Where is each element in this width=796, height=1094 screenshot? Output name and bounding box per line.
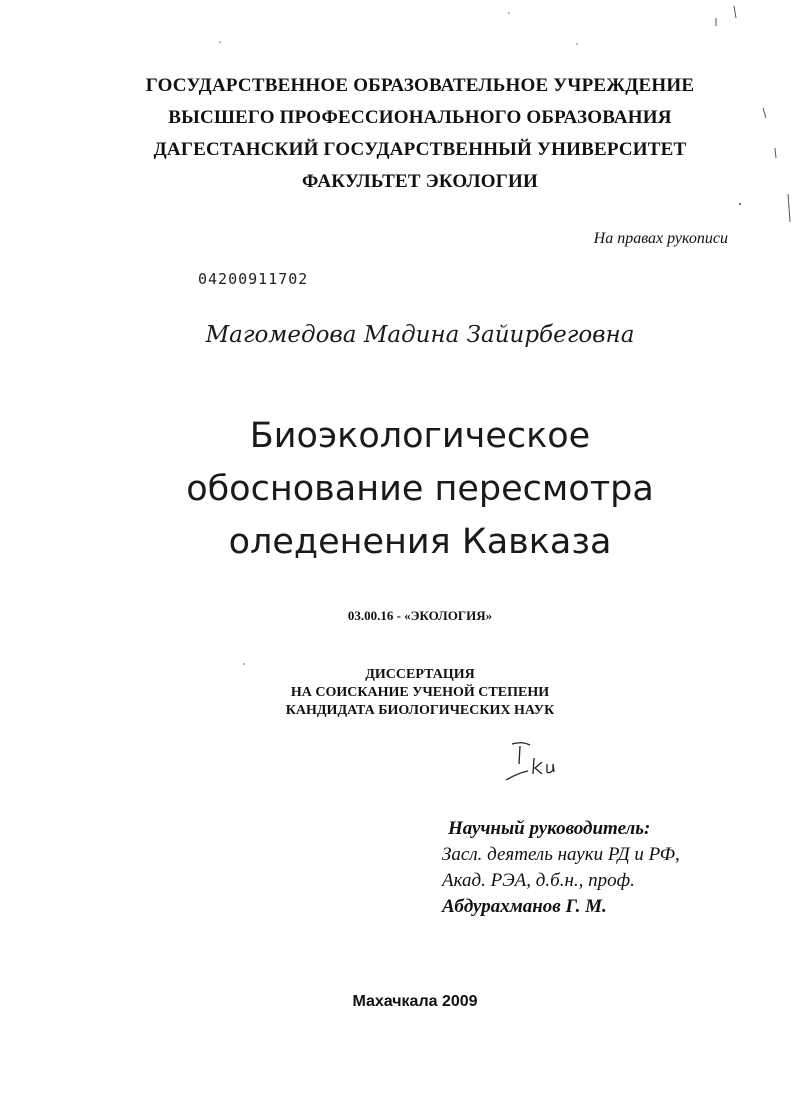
author-name: Магомедова Мадина Зайирбеговна bbox=[205, 322, 635, 348]
degree-line-2: НА СОИСКАНИЕ УЧЕНОЙ СТЕПЕНИ bbox=[290, 685, 550, 700]
handwritten-mark bbox=[504, 740, 564, 786]
supervisor-title-2: Акад. РЭА, д.б.н., проф. bbox=[442, 870, 635, 891]
title-line-3: оледенения Кавказа bbox=[228, 522, 612, 562]
institution-header bbox=[0, 70, 796, 198]
degree-statement bbox=[0, 666, 796, 720]
header-line-4: ФАКУЛЬТЕТ ЭКОЛОГИИ bbox=[302, 171, 538, 192]
rights-note: На правах рукописи bbox=[593, 230, 728, 247]
supervisor-name: Абдурахманов Г. М. bbox=[442, 896, 607, 917]
inventory-number: 04200911702 bbox=[198, 270, 309, 288]
header-line-3: ДАГЕСТАНСКИЙ ГОСУДАРСТВЕННЫЙ УНИВЕРСИТЕТ bbox=[153, 139, 687, 160]
degree-line-3: КАНДИДАТА БИОЛОГИЧЕСКИХ НАУК bbox=[285, 703, 555, 718]
dissertation-title bbox=[0, 410, 796, 569]
supervisor-block bbox=[442, 816, 680, 920]
header-line-2: ВЫСШЕГО ПРОФЕССИОНАЛЬНОГО ОБРАЗОВАНИЯ bbox=[168, 107, 672, 128]
specialty-code: 03.00.16 - «ЭКОЛОГИЯ» bbox=[347, 608, 493, 623]
city-year: Махачкала 2009 bbox=[352, 993, 478, 1010]
degree-line-1: ДИССЕРТАЦИЯ bbox=[365, 667, 475, 682]
header-line-1: ГОСУДАРСТВЕННОЕ ОБРАЗОВАТЕЛЬНОЕ УЧРЕЖДЕНИЕ bbox=[145, 75, 695, 96]
title-line-2: обоснование пересмотра bbox=[186, 469, 654, 509]
title-line-1: Биоэкологическое bbox=[249, 416, 591, 456]
supervisor-heading: Научный руководитель: bbox=[448, 818, 651, 839]
supervisor-title-1: Засл. деятель науки РД и РФ, bbox=[442, 844, 680, 865]
